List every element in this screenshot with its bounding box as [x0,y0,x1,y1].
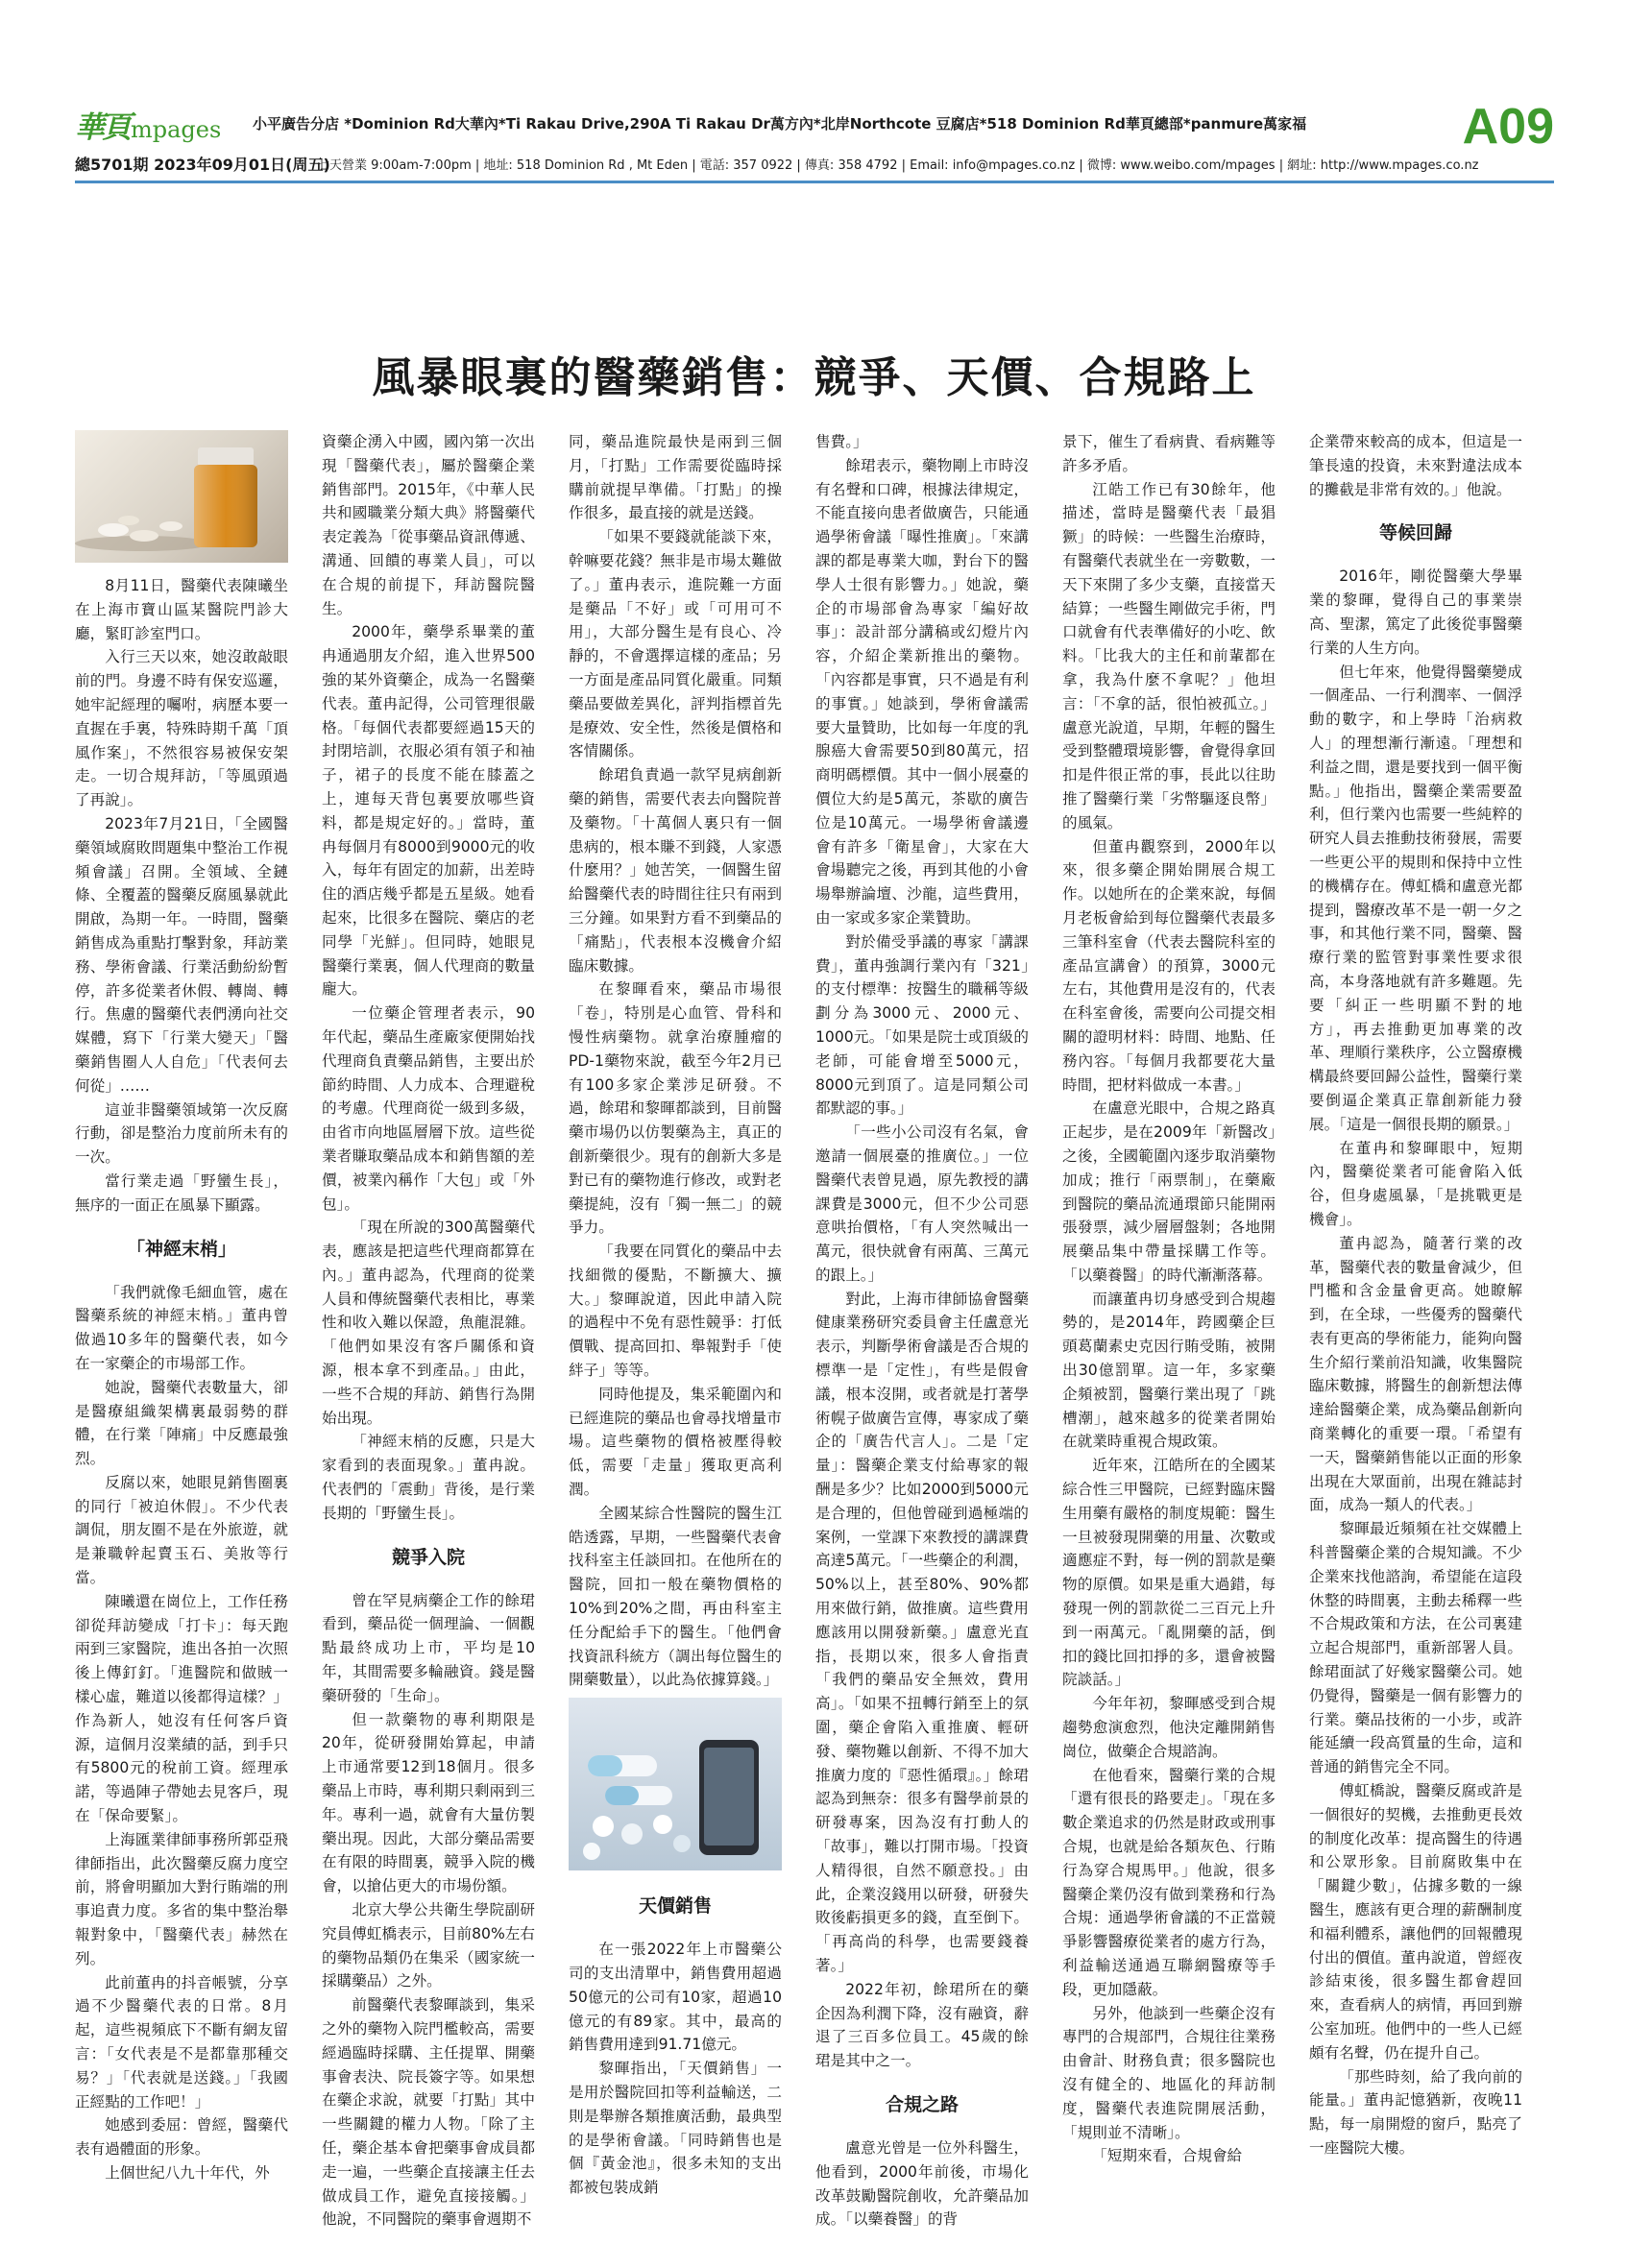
article-paragraph: 「現在所說的300萬醫藥代表，應該是把這些代理商都算在內。」董冉認為，代理商的從業人員和傳統醫藥代表相比，專業性和收入難以保證，魚龍混雜。「他們如果沒有客戶關係和資源，根本拿不到產品。」由此，一些不合規的拜訪、銷售行為開始出現。 [322,1218,535,1427]
section-heading: 等候回歸 [1378,522,1452,544]
issue-date: 總5701期 2023年09月01日(周五) [75,156,330,174]
section-heading: 天價銷售 [638,1895,712,1918]
article-paragraph: 前醫藥代表黎暉談到，集采之外的藥物入院門檻較高，需要經過臨時採購、主任提單、開藥事會表決、院長簽字等。如果想在藥企求說，就要「打點」其中一些關鍵的權力人物。「除了主任，藥企基本會把藥事會成員都走一遍，一些藥企直接讓主任去做成員工作，避免直接接觸。」他說，不同醫院的藥事會週期不 [322,1996,535,2229]
article-paragraph: 企業帶來較高的成本，但這是一筆長遠的投資，未來對違法成本的攤截是非常有效的。」他說。 [1309,433,1522,498]
article-paragraph: 在黎暉看來，藥品市場很「卷」，特別是心血管、骨科和慢性病藥物。就拿治療腫瘤的PD-1藥物來說，截至今年2月已有100多家企業涉足研發。不過，餘珺和黎暉都談到，目前醫藥市場仍以仿製藥為主，真正的創新藥很少。現有的創新大多是對已有的藥物進行修改，或對老藥提純，沒有「獨一無二」的競爭力。 [569,980,782,1237]
article-paragraph: 「如果不要錢就能談下來，幹嘛要花錢？無非是市場太難做了。」董冉表示，進院難一方面是藥品「不好」或「可用可不用」，大部分醫生是有良心、冷靜的，不會選擇這樣的產品；另一方面是產品同質化嚴重。同類藥品要做差異化，評判指標首先是療效、安全性，然後是價格和客情關係。 [569,528,782,760]
article-paragraph: 她感到委屈：曾經，醫藥代表有過體面的形象。 [75,2116,288,2159]
article-paragraph: 「一些小公司沒有名氣，會邀請一個展臺的推廣位。」一位醫藥代表曾見過，原先教授的講課費是3000元，但不少公司惡意哄抬價格，「有人突然喊出一萬元，很快就會有兩萬、三萬元的跟上。」 [815,1123,1029,1284]
logo-latin-text: mpages [131,116,222,143]
article-paragraph: 2022年初，餘珺所在的藥企因為利潤下降，沒有融資，辭退了三百多位員工。45歲的餘珺是其中之一。 [815,1980,1029,2070]
article-paragraph: 江皓工作已有30餘年，他描述，當時是醫藥代表「最猖獗」的時候：一些醫生治療時，有醫藥代表就坐在一旁數數，一天下來開了多少支藥，直接當天結算；一些醫生剛做完手術，門口就會有代表準備好的小吃、飲料。「比我大的主任和前輩都在拿，我為什麼不拿呢？」他坦言：「不拿的話，很怕被孤立。」盧意光說道，早期，年輕的醫生受到整體環境影響，會覺得拿回扣是件很正常的事，長此以往助推了醫藥行業「劣幣驅逐良幣」的風氣。 [1062,480,1276,832]
article-paragraph: 此前董冉的抖音帳號，分享過不少醫藥代表的日常。8月起，這些視頻底下不斷有網友留言：「女代表是不是都靠那種交易？」「代表就是送錢。」「我國正經點的工作吧！」 [75,1973,288,2111]
article-paragraph: 同，藥品進院最快是兩到三個月，「打點」工作需要從臨時採購前就提早準備。「打點」的操作很多，最直接的就是送錢。 [569,433,782,522]
article-paragraph: 入行三天以來，她沒敢敲眼前的門。身邊不時有保安巡邏，她牢記經理的囑咐，病歷本要一直握在手裏，特殊時期千萬「頂風作案」，不然很容易被保安架走。一切合規拜訪，「等風頭過了再說」。 [75,648,288,809]
mpages-logo[interactable] [75,108,221,146]
column-6 [1309,430,1522,2235]
medicine-bottle-photo [75,430,288,563]
article-paragraph: 一位藥企管理者表示，90年代起，藥品生產廠家便開始找代理商負責藥品銷售，主要出於節約時間、人力成本、合理避稅的考慮。代理商從一級到多級，由省市向地區層層下放。這些從業者賺取藥品成本和銷售額的差價，被業內稱作「大包」或「外包」。 [322,1004,535,1213]
article-paragraph: 「短期來看，合規會給 [1092,2147,1243,2165]
article-paragraph: 「神經末梢的反應，只是大家看到的表面現象。」董冉說。代表們的「震動」背後，是行業長期的「野蠻生長」。 [322,1433,535,1522]
article-paragraph: 陳曦還在崗位上，工作任務卻從拜訪變成「打卡」：每天跑兩到三家醫院，進出各拍一次照後上傳釘釘。「進醫院和做賊一樣心虛，難道以後都得這樣？」作為新人，她沒有任何客戶資源，這個月沒業績的話，到手只有5800元的稅前工資。經理承諾，等過陣子帶她去見客戶，現在「保命要緊」。 [75,1592,288,1825]
column-5 [1062,430,1276,2235]
article-paragraph: 當行業走過「野蠻生長」，無序的一面正在風暴下顯露。 [75,1171,288,1214]
article-paragraph: 董冉認為，隨著行業的改革，醫藥代表的數量會減少，但門檻和含金量會更高。她瞭解到，在全球，一些優秀的醫藥代表有更高的學術能力，能夠向醫生介紹行業前沿知識，收集醫院臨床數據，將醫生的創新想法傳達給醫藥企業，成為藥品創新向商業轉化的重要一環。「希望有一天，醫藥銷售能以正面的形象出現在大眾面前，出現在雜誌封面，成為一類人的代表。」 [1309,1234,1522,1514]
article-paragraph: 全國某綜合性醫院的醫生江皓透露，早期，一些醫藥代表會找科室主任談回扣。在他所在的醫院，回扣一般在藥物價格的10%到20%之間，再由科室主任分配給手下的醫生。「他們會找資訊科統方（調出每位醫生的開藥數量），以此為依據算錢。」 [569,1504,782,1689]
column-2 [322,430,535,2235]
article-paragraph: 同時他提及，集采範圍內和已經進院的藥品也會尋找增量市場。這些藥物的價格被壓得較低，需要「走量」獲取更高利潤。 [569,1385,782,1499]
article-paragraph: 另外，他談到一些藥企沒有專門的合規部門，合規往往業務由會計、財務負責；很多醫院也沒有健全的、地區化的拜訪制度，醫藥代表進院開展活動，「規則並不清晰」。 [1062,2004,1276,2141]
article-paragraph: 「我要在同質化的藥品中去找細微的優點，不斷擴大、擴大。」黎暉說道，因此申請入院的過程中不免有惡性競爭：打低價戰、提高回扣、舉報對手「使絆子」等等。 [569,1243,782,1380]
article-paragraph: 對此，上海市律師協會醫藥健康業務研究委員會主任盧意光表示，判斷學術會議是否合規的標準一是「定性」，有些是假會議，根本沒開，或者就是打著學術幌子做廣告宣傳，專家成了藥企的「廣告代言人」。二是「定量」：醫藥企業支付給專家的報酬是多少？比如2000到5000元是合理的，但他曾碰到過極端的案例，一堂課下來教授的講課費高達5萬元。「一些藥企的利潤，50%以上，甚至80%、90%都用來做行銷，做推廣。這些費用應該用以開發新藥。」盧意光直指，長期以來，很多人會指責「我們的藥品安全無效，費用高」。「如果不扭轉行銷至上的氛圍，藥企會陷入重推廣、輕研發、藥物難以創新、不得不加大推廣力度的『惡性循環』。」餘珺認為到無奈：很多有醫學前景的研發專案，因為沒有打動人的「故事」，難以打開市場。「投資人精得很，自然不願意投。」由此，企業沒錢用以研發，研發失敗後虧損更多的錢，直至倒下。「再高尚的科學，也需要錢養著。」 [815,1290,1029,1974]
article-paragraph: 曾在罕見病藥企工作的餘珺看到，藥品從一個理論、一個觀點最終成功上市，平均是10年，其間需要多輪融資。錢是醫藥研發的「生命」。 [322,1591,535,1704]
article-paragraph: 在他看來，醫藥行業的合規「還有很長的路要走」。「現在多數企業追求的仍然是財政或刑事合規，也就是給各類灰色、行賄行為穿合規馬甲。」他說，很多醫藥企業仍沒有做到業務和行為合規：通過學術會議的不正當競爭影響醫療從業者的處方行為，利益輸送通過互聯網醫療等手段，更加隱蔽。 [1062,1766,1276,1998]
article-paragraph: 而讓董冉切身感受到合規趨勢的，是2014年，跨國藥企巨頭葛蘭素史克因行賄受賄，被開出30億罰單。這一年，多家藥企頻被罰，醫藥行業出現了「跳槽潮」，越來越多的從業者開始在就業時重視合規政策。 [1062,1290,1276,1451]
article-paragraph: 資藥企湧入中國，國內第一次出現「醫藥代表」，屬於醫藥企業銷售部門。2015年，《中華人民共和國職業分類大典》將醫藥代表定義為「從事藥品資訊傳遞、溝通、回饋的專業人員」，可以在合規的前提下，拜訪醫院醫生。 [322,433,535,617]
article-paragraph: 景下，催生了看病貴、看病難等許多矛盾。 [1062,433,1276,474]
article-paragraph: 售費。」 [815,433,868,450]
article-paragraph: 這並非醫藥領域第一次反腐行動，卻是整治力度前所未有的一次。 [75,1100,288,1167]
article-paragraph: 餘珺表示，藥物剛上市時沒有名聲和口碑，根據法律規定，不能直接向患者做廣告，只能通過學術會議「曝性推廣」。「來講課的都是專業大咖，對台下的醫學人士很有影響力。」她說，藥企的市場部會為專家「編好故事」：設計部分講稿或幻燈片內容，介紹企業新推出的藥物。「內容都是事實，只不過是有利的事實。」她談到，學術會議需要大量贊助，比如每一年度的乳腺癌大會需要50到80萬元，招商明碼標價。其中一個小展臺的價位大約是5萬元，茶歇的廣告位是10萬元。一場學術會議邊會有許多「衛星會」，大家在大會場聽完之後，再到其他的小會場舉辦論壇、沙龍，這些費用，由一家或多家企業贊助。 [815,456,1029,927]
contact-line: 七天營業 9:00am-7:00pm | 地址: 518 Dominion Rd , Mt Eden | 電話: 357 0922 | 傳真: 358 4792 | Email: info@mpages.co.nz | 微博: www.weibo.com/mpages | 網址: http://www.mpages.co.nz [317,158,1479,173]
section-heading: 「神經末梢」 [126,1238,236,1260]
article-paragraph: 傅虹橋說，醫藥反腐或許是一個很好的契機，去推動更長效的制度化改革：提高醫生的待遇和公眾形象。目前腐敗集中在「關鍵少數」，佔據多數的一線醫生，應該有更合理的薪酬制度和福利體系，讓他們的回報體現付出的價值。董冉說道，曾經夜診結束後，很多醫生都會趕回來，查看病人的病情，再回到辦公室加班。他們中的一些人已經頗有名聲，仍在提升自己。 [1309,1782,1522,2062]
article-headline: 風暴眼裏的醫藥銷售：競爭、天價、合規路上 [372,353,1256,403]
article-paragraph: 黎暉最近頻頻在社交媒體上科普醫藥企業的合規知識。不少企業來找他諮詢，希望能在這段休整的時間裏，主動去稀釋一些不合規政策和方法，在公司裏建立起合規部門，重新部署人員。餘珺面試了好幾家醫藥公司。她仍覺得，醫藥是一個有影響力的行業。藥品技術的一小步，或許能延續一段高質量的生命，這和普通的銷售完全不同。 [1309,1520,1522,1776]
article-paragraph: 上海匯業律師事務所郭亞飛律師指出，此次醫藥反腐力度空前，將會明顯加大對行賄端的刑事追責力度。多省的集中整治舉報對象中，「醫藥代表」赫然在列。 [75,1830,288,1967]
article-paragraph: 但七年來，他覺得醫藥變成一個產品、一行利潤率、一個浮動的數字，和上學時「治病救人」的理想漸行漸遠。「理想和利益之間，還是要找到一個平衡點。」他指出，醫藥企業需要盈利，但行業內也需要一些純粹的研究人員去推動技術發展，需要一些更公平的規則和保持中立性的機構存在。傅虹橋和盧意光都提到，醫療改革不是一朝一夕之事，和其他行業不同，醫藥、醫療行業的監管對事業性要求很高，本身落地就有許多難題。先要「糾正一些明顯不對的地方」，再去推動更加專業的改革、理順行業秩序，公立醫療機構最終要回歸公益性，醫藥行業要倒逼企業真正靠創新能力發展。「這是一個很長期的願景。」 [1309,663,1522,1133]
article-paragraph: 2023年7月21日，「全國醫藥領域腐敗問題集中整治工作視頻會議」召開。全領域、全鏈條、全覆蓋的醫藥反腐風暴就此開啟，為期一年。一時間，醫藥銷售成為重點打擊對象，拜訪業務、學術會議、行業活動紛紛暫停，許多從業者休假、轉崗、轉行。焦慮的醫藥代表們湧向社交媒體，寫下「行業大變天」「醫藥銷售圈人人自危」「代表何去何從」…… [75,814,288,1095]
column-3 [569,430,782,2235]
article-paragraph: 反腐以來，她眼見銷售圈裏的同行「被迫休假」。不少代表調侃，朋友圈不是在外旅遊，就是兼職幹起賣玉石、美妝等行當。 [75,1473,288,1587]
column-1 [75,430,288,2235]
article-paragraph: 今年年初，黎暉感受到合規趨勢愈演愈烈，他決定離開銷售崗位，做藥企合規諮詢。 [1062,1695,1276,1760]
article-paragraph: 對於備受爭議的專家「講課費」，董冉強調行業內有「321」的支付標準：按醫生的職稱等級劃分為3000元、2000元、1000元。「如果是院士或頂級的老師，可能會增至5000元，8000元到頂了。這是同類公司都默認的事。」 [815,932,1029,1118]
article-paragraph: 近年來，江皓所在的全國某綜合性三甲醫院，已經對臨床醫生用藥有嚴格的制度規範：醫生一旦被發現開藥的用量、次數或適應症不對，每一例的罰款是藥物的原價。如果是重大過錯，每發現一例的罰款從二三百元上升到一兩萬元。「亂開藥的話，倒扣的錢比回扣掙的多，還會被醫院談話。」 [1062,1457,1276,1689]
article-paragraph: 8月11日，醫藥代表陳曦坐在上海市寶山區某醫院門診大廳，緊盯診室門口。 [75,577,288,642]
article-paragraph: 北京大學公共衛生學院副研究員傅虹橋表示，目前80%左右的藥物品類仍在集采（國家統一採購藥品）之外。 [322,1901,535,1991]
article-paragraph: 黎暉指出，「天價銷售」一是用於醫院回扣等利益輸送，二則是舉辦各類推廣活動，最典型的是學術會議。「同時銷售也是個『黃金池』，很多未知的支出都被包裝成銷 [569,2060,782,2197]
section-heading: 競爭入院 [391,1546,465,1568]
page-number: A09 [1462,99,1554,155]
article-paragraph: 盧意光曾是一位外科醫生，他看到，2000年前後，市場化改革鼓勵醫院創收，允許藥品加成。「以藥養醫」的背 [815,2138,1029,2229]
article-paragraph: 2000年，藥學系畢業的董冉通過朋友介紹，進入世界500強的某外資藥企，成為一名醫藥代表。董冉記得，公司管理很嚴格。「每個代表都要經過15天的封閉培訓，衣服必須有領子和袖子，裙子的長度不能在膝蓋之上，連每天背包裏要放哪些資料，都是規定好的。」當時，董冉每個月有8000到9000元的收入，每年有固定的加薪，出差時住的酒店幾乎都是五星級。她看起來，比很多在醫院、藥店的老同學「光鮮」。但同時，她眼見醫藥行業裏，個人代理商的數量龐大。 [322,623,535,999]
article-paragraph: 但一款藥物的專利期限是20年，從研發開始算起，申請上市通常要12到18個月。很多藥品上市時，專利期只剩兩到三年。專利一過，就會有大量仿製藥出現。因此，大部分藥品需要在有限的時間裏，競爭入院的機會，以搶佔更大的市場份額。 [322,1710,535,1895]
article-paragraph: 在盧意光眼中，合規之路真正起步，是在2009年「新醫改」之後，全國範圍內逐步取消藥物加成；推行「兩票制」，在藥廠到醫院的藥品流通環節只能開兩張發票，減少層層盤剝；各地開展藥品集中帶量採購工作等。「以藥養醫」的時代漸漸落幕。 [1062,1099,1276,1284]
logo-cjk-text: 華頁 [75,110,129,145]
article-paragraph: 2016年，剛從醫藥大學畢業的黎暉，覺得自己的事業崇高、聖潔，篤定了此後從事醫藥行業的人生方向。 [1309,567,1522,657]
article-paragraph: 「那些時刻，給了我向前的能量。」董冉記憶猶新，夜晚11點，每一扇開燈的窗戶，點亮了一座醫院大樓。 [1309,2067,1522,2157]
article-paragraph: 她說，醫藥代表數量大，卻是醫療組織架構裏最弱勢的群體，在行業「陣痛」中反應最強烈。 [75,1378,288,1468]
article-paragraph: 但董冉觀察到，2000年以來，很多藥企開始開展合規工作。以她所在的企業來說，每個月老板會給到每位醫藥代表最多三筆科室會（代表去醫院科室的產品宣講會）的預算，3000元左右，其他費用是沒有的，代表在科室會後，需要向公司提交相關的證明材料：時間、地點、任務內容。「每個月我都要花大量時間，把材料做成一本書。」 [1062,837,1276,1094]
article-paragraph: 上個世紀八九十年代，外 [105,2164,270,2182]
article-paragraph: 餘珺負責過一款罕見病創新藥的銷售，需要代表去向醫院普及藥物。「十萬個人裏只有一個患病的，根本賺不到錢，人家憑什麼用？」她苦笑，一個醫生留給醫藥代表的時間往往只有兩到三分鐘。如果對方看不到藥品的「痛點」，代表根本沒機會介紹臨床數據。 [569,766,782,975]
section-heading: 合規之路 [885,2093,959,2115]
masthead [75,99,1554,184]
pills-smartphone-photo [569,1698,782,1870]
header-divider [75,181,1554,183]
article-paragraph: 在董冉和黎暉眼中，短期內，醫藥從業者可能會陷入低谷，但身處風暴，「是挑戰更是機會」。 [1309,1139,1522,1228]
outlet-list: 小平廣告分店 *Dominion Rd大華內*Ti Rakau Drive,290A Ti Rakau Dr萬方內*北岸Northcote 豆腐店*518 Dominion Rd華頁總部*panmure萬家福 [253,115,1307,133]
article-paragraph: 「我們就像毛細血管，處在醫藥系統的神經末梢。」董冉曾做過10多年的醫藥代表，如今在一家藥企的市場部工作。 [75,1283,288,1372]
article-paragraph: 在一張2022年上市醫藥公司的支出清單中，銷售費用超過50億元的公司有10家，超過10億元的有89家。其中，最高的銷售費用達到91.71億元。 [569,1941,782,2054]
column-4 [815,430,1029,2235]
